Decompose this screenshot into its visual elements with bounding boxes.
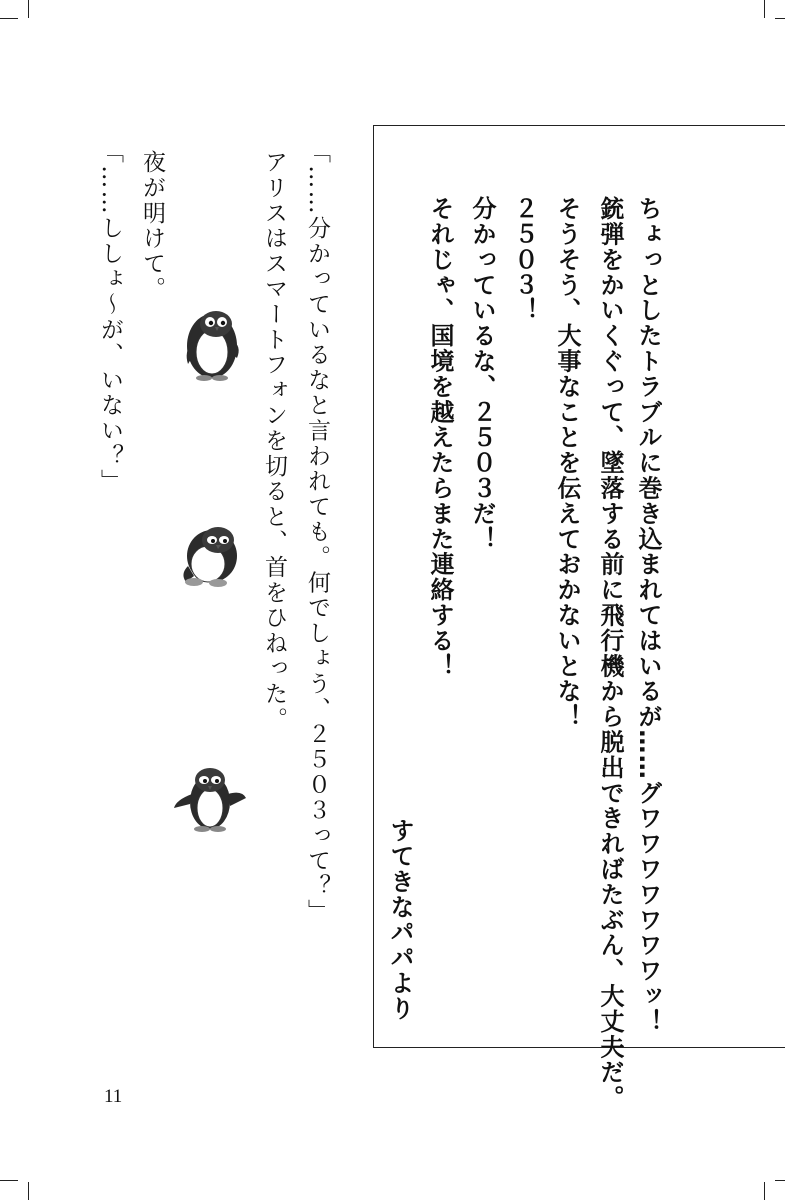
letter-signature: すてきなパパより: [386, 818, 414, 1022]
letter-line: 分かっているな、２５０３だ！: [468, 196, 496, 552]
crop-mark-top-left-h: [0, 18, 18, 19]
narrative-line: アリスはスマートフォンを切ると、首をひねった。: [261, 150, 287, 732]
crop-mark-bottom-left: [28, 1182, 29, 1200]
crop-mark-bottom-right: [764, 1182, 765, 1200]
crop-mark-top-right: [764, 0, 765, 18]
letter-line: ちょっとしたトラブルに巻き込まれてはいるが……グワワワワワワワッ！: [634, 196, 662, 1035]
crop-mark-top-left: [28, 0, 29, 18]
letter-line: ２５０３！: [510, 196, 538, 323]
page-number: 11: [104, 1086, 123, 1107]
crop-mark-bottom-right-h: [775, 1180, 785, 1181]
crop-mark-top-right-h: [775, 18, 785, 19]
narrative-line: 「……ししょ〜が、いない？」: [97, 140, 123, 495]
penguin-illustration: [170, 764, 250, 834]
crop-mark-bottom-left-h: [0, 1180, 18, 1181]
letter-line: そうそう、大事なことを伝えておかないとな！: [553, 196, 581, 730]
letter-line: それじゃ、国境を越えたらまた連絡する！: [426, 196, 454, 679]
narrative-line: 「……分かっているなと言われても。何でしょう、２５０３って？」: [304, 140, 330, 925]
penguin-illustration: [178, 520, 242, 588]
narrative-line: 夜が明けて。: [139, 150, 165, 302]
letter-line: 銃弾をかいくぐって、墜落する前に飛行機から脱出できればたぶん、大丈夫だ。: [596, 196, 624, 1111]
penguin-illustration: [180, 302, 246, 382]
